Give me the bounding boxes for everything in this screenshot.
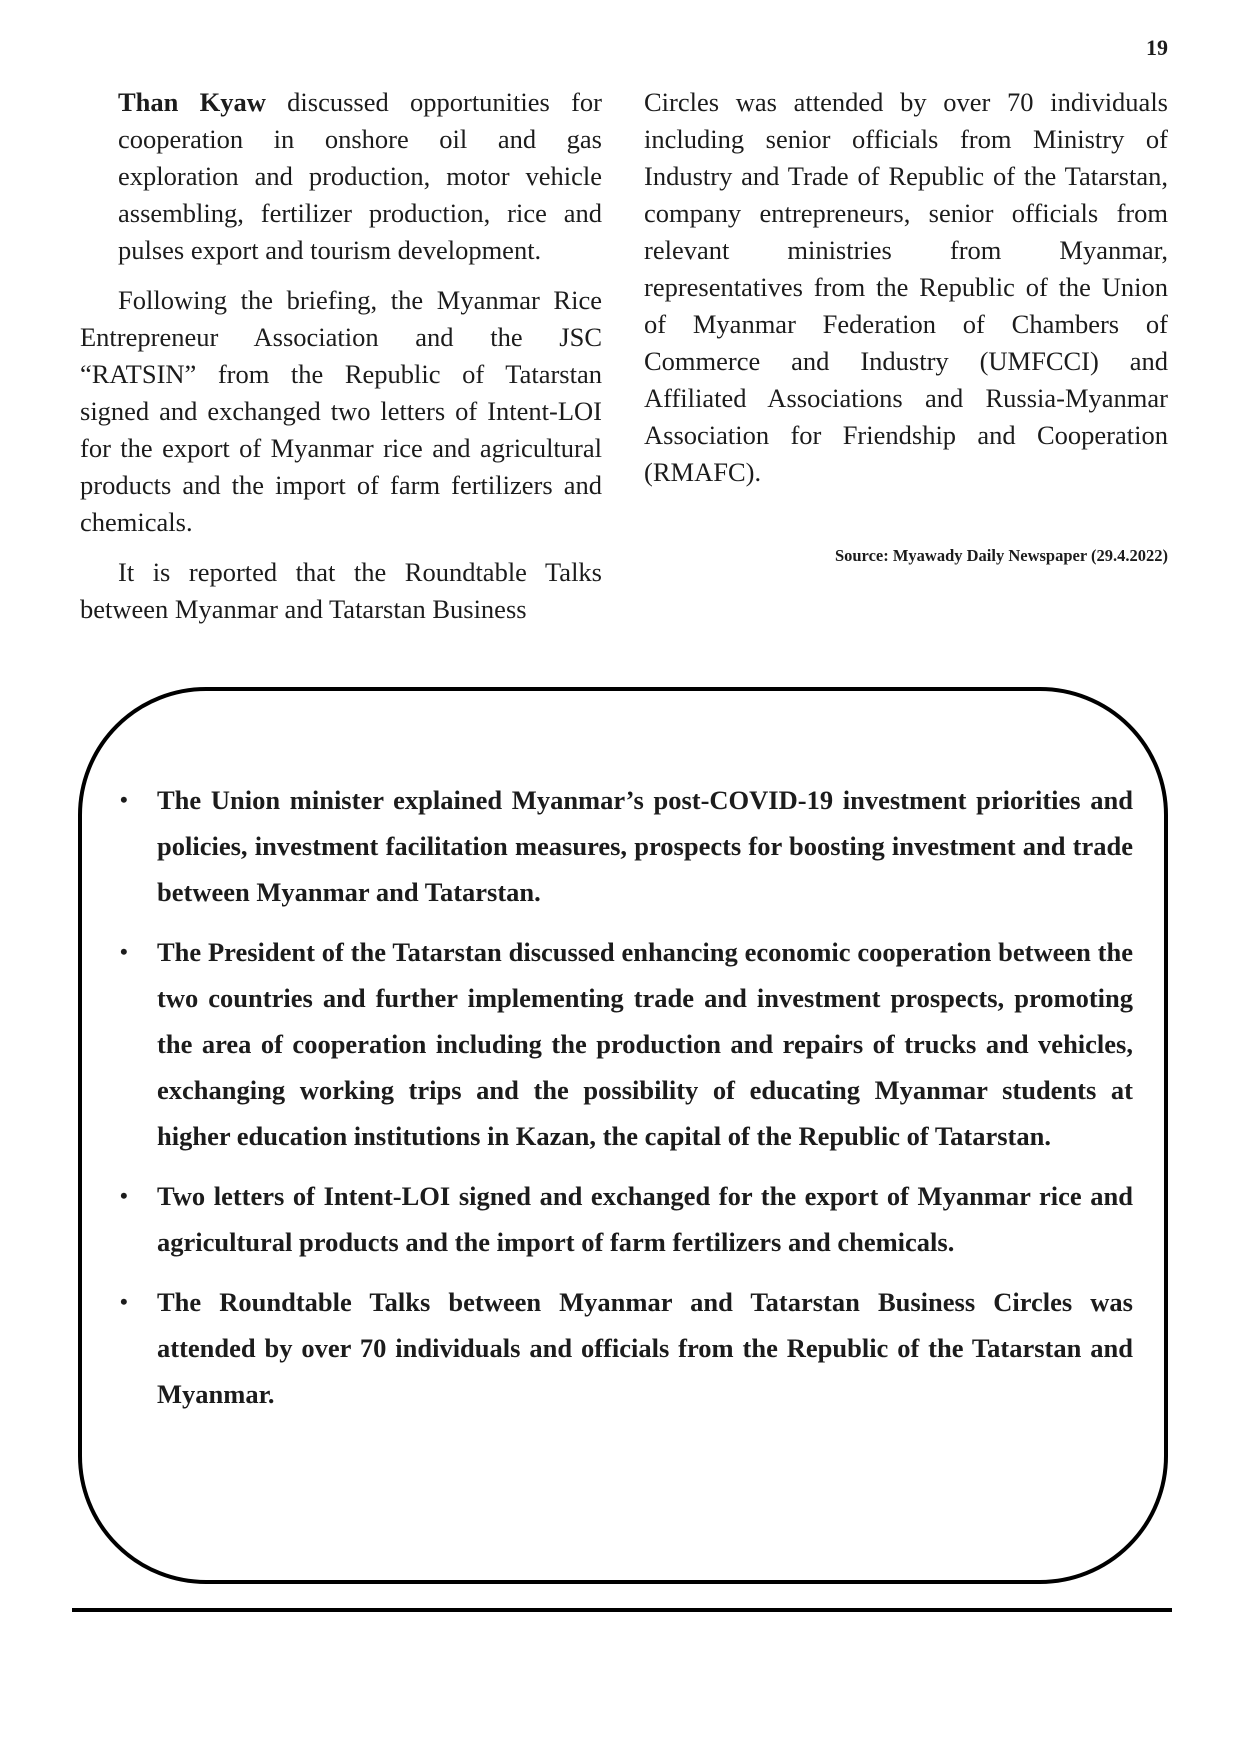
person-name: Than Kyaw (118, 87, 266, 117)
bottom-rule (72, 1608, 1172, 1612)
summary-item-text: Two letters of Intent-LOI signed and exchanged for the export of Myanmar rice and agricultural products and the import of farm fertilizers and chemicals. (157, 1181, 1133, 1257)
summary-item (120, 777, 1133, 915)
summary-item-text: The President of the Tatarstan discussed enhancing economic cooperation between the two countries and further implementing trade and investment prospects, promoting the area of cooperation including the production and repairs of trucks and vehicles, exchanging working trips and the possibility of educating Myanmar students at higher education institutions in Kazan, the capital of the Republic of Tatarstan. (157, 937, 1133, 1151)
summary-item (120, 1279, 1133, 1417)
article-paragraph: Circles was attended by over 70 individuals including senior officials from Ministry of Industry and Trade of Republic of the Tatarstan, company entrepreneurs, senior officials from relevant ministries from Myanmar, representatives from the Republic of the Union of Myanmar Federation of Chambers of Commerce and Industry (UMFCCI) and Affiliated Associations and Russia-Myanmar Association for Friendship and Cooperation (RMAFC). (644, 87, 1168, 487)
summary-item-text: The Roundtable Talks between Myanmar and Tatarstan Business Circles was attended by over 70 individuals and officials from the Republic of the Tatarstan and Myanmar. (157, 1287, 1133, 1409)
article-left-column (80, 84, 602, 641)
article-paragraph: Following the briefing, the Myanmar Rice Entrepreneur Association and the JSC “RATSIN” from the Republic of Tatarstan signed and exchanged two letters of Intent-LOI for the export of Myanmar rice and agricultural products and the import of farm fertilizers and chemicals. (80, 285, 602, 537)
source-citation: Source: Myawady Daily Newspaper (29.4.2022) (834, 546, 1168, 565)
summary-list (120, 777, 1133, 1431)
bullet-icon: • (120, 1289, 128, 1314)
article-right-column (644, 84, 1168, 504)
bullet-icon: • (120, 1183, 128, 1208)
article-paragraph (80, 84, 602, 269)
paragraph-text: discussed opportunities for cooperation in onshore oil and gas exploration and production, motor vehicle assembling, fertilizer production, rice and pulses export and tourism development. (118, 87, 602, 265)
article-paragraph: It is reported that the Roundtable Talks between Myanmar and Tatarstan Business (80, 557, 602, 624)
summary-item (120, 1173, 1133, 1265)
summary-item (120, 929, 1133, 1159)
page-number: 19 (1146, 35, 1168, 60)
bullet-icon: • (120, 939, 128, 964)
summary-item-text: The Union minister explained Myanmar’s post-COVID-19 investment priorities and policies, investment facilitation measures, prospects for boosting investment and trade between Myanmar and Tatarstan. (157, 785, 1133, 907)
bullet-icon: • (120, 787, 128, 812)
